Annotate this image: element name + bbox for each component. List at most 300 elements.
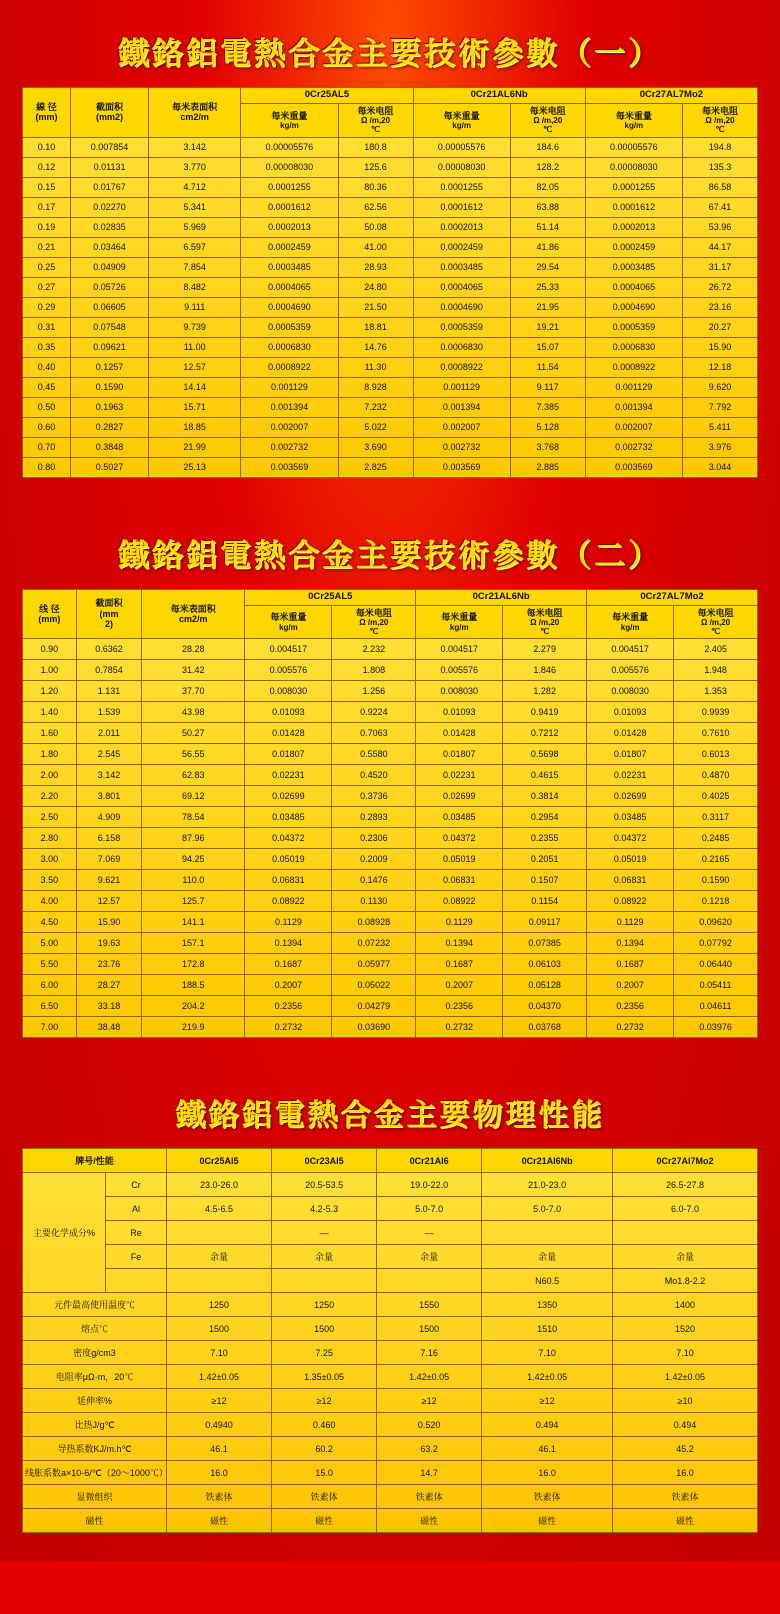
table-cell: 0.01093 [416,702,503,723]
table-cell: 0.01807 [416,744,503,765]
table-cell: 86.58 [682,177,757,197]
grade-column-1: 0Cr25Al5 [167,1149,272,1173]
table-cell: 7.069 [76,849,142,870]
table-3-body [23,1173,758,1533]
surface-area-label: 每米表面积 [172,101,218,112]
table-cell: 3.142 [149,137,241,157]
table-cell: 0.03768 [503,1017,587,1038]
table-cell: 0.0005359 [585,317,682,337]
table-cell: 0.06831 [416,870,503,891]
table-cell: 0.2954 [503,807,587,828]
table-row [23,744,758,765]
table-cell: 188.5 [142,975,245,996]
table-row [23,217,758,237]
table-cell: 5.0-7.0 [377,1197,482,1221]
table-cell: 0.5580 [332,744,416,765]
table-cell: 0.004517 [245,639,332,660]
table-cell: 204.2 [142,996,245,1017]
table-cell: 21.95 [510,297,585,317]
table-cell: 56.55 [142,744,245,765]
table-cell: 0.2007 [245,975,332,996]
table-row [23,1173,758,1197]
resistance-temp-1: ℃ [369,627,379,637]
table-cell: 0.00008030 [241,157,338,177]
group-header-alloy-1: 0Cr25AL5 [241,88,413,104]
table-cell: 0.07548 [71,317,149,337]
table-cell: 0.25 [23,257,71,277]
table-cell: 0.00008030 [585,157,682,177]
table-cell: 62.83 [142,765,245,786]
resistance-unit-2: Ω /m,20 [530,617,560,627]
weight-label-2: 每米重量 [443,110,480,121]
table-cell: 7.00 [23,1017,77,1038]
table-cell: 0.0006830 [241,337,338,357]
table-row [23,457,758,477]
table-cell: 21.0-23.0 [482,1173,613,1197]
grade-column-2: 0Cr23Al5 [272,1149,377,1173]
table-cell: 0.0005359 [413,317,510,337]
table-cell: 0.2165 [674,849,758,870]
table-row [23,702,758,723]
table-cell: 余量 [272,1245,377,1269]
cross-section-unit: (mm2) [96,112,124,123]
property-label: 显微组织 [23,1485,167,1509]
resistance-label-2: 每米电阻 [526,607,563,618]
table-cell: 1.131 [76,681,142,702]
table-cell: 0.2356 [245,996,332,1017]
table-cell: 0.0001612 [413,197,510,217]
col-cross-section [76,589,142,639]
page-title-2: 鐵鉻鋁電熱合金主要技術參數（二） [118,537,662,574]
col-resistance-per-meter-2 [503,605,587,639]
element-symbol: Re [106,1221,167,1245]
table-cell: 铁素体 [167,1485,272,1509]
table-cell: 0.001129 [585,377,682,397]
table-cell: 53.96 [682,217,757,237]
table-cell: 0.04370 [503,996,587,1017]
table-cell: 6.00 [23,975,77,996]
table-row [23,1221,758,1245]
table-cell: 16.0 [167,1461,272,1485]
table-row [23,297,758,317]
composition-group-label: 主要化学成分% [23,1173,106,1293]
table-cell: 0.02270 [71,197,149,217]
table-1-head [23,88,758,138]
element-symbol: Cr [106,1173,167,1197]
col-resistance-per-meter-3 [674,605,758,639]
table-cell: 26.72 [682,277,757,297]
table-2-body [23,639,758,1038]
weight-unit-1: kg/m [279,622,298,632]
table-cell: 3.50 [23,870,77,891]
table-row [23,277,758,297]
table-cell: 4.712 [149,177,241,197]
tech-parameters-table-1 [22,87,758,478]
table-cell: 0.10 [23,137,71,157]
table-cell: 0.4025 [674,786,758,807]
table-cell: 0.2051 [503,849,587,870]
table-cell: 0.01767 [71,177,149,197]
table-cell: 0.0003485 [585,257,682,277]
weight-label-1: 每米重量 [270,612,307,623]
col-weight-per-meter-3 [587,605,674,639]
weight-label-2: 每米重量 [441,612,478,623]
wire-diameter-label: 线 径 [39,603,60,614]
table-cell: 0.001394 [241,397,338,417]
col-wire-diameter [23,88,71,138]
table-cell: 0.002007 [241,417,338,437]
cross-section-label: 截面积 [95,598,123,609]
table-cell: 2.279 [503,639,587,660]
table-row [23,1509,758,1533]
table-cell: 1.20 [23,681,77,702]
table-cell: 8.482 [149,277,241,297]
table-cell: 0.7212 [503,723,587,744]
property-label: 比热J/g℃ [23,1413,167,1437]
table-cell: 7.25 [272,1341,377,1365]
table-cell: 铁素体 [272,1485,377,1509]
wire-diameter-unit: (mm) [38,613,61,624]
resistance-temp-3: ℃ [715,125,725,135]
table-cell: 15.71 [149,397,241,417]
table-cell: 0.70 [23,437,71,457]
table-cell: 0.0004690 [241,297,338,317]
table-cell: 44.17 [682,237,757,257]
table-cell: 141.1 [142,912,245,933]
table-cell: 7.232 [338,397,413,417]
table-cell: 0.001129 [241,377,338,397]
table-cell: ≥12 [167,1389,272,1413]
table-cell: 3.770 [149,157,241,177]
corner-header: 牌号/性能 [23,1149,167,1173]
table-row [23,177,758,197]
resistance-label-1: 每米电阻 [355,607,392,618]
table-cell: 7.854 [149,257,241,277]
property-label: 电阻率μΩ·m，20℃ [23,1365,167,1389]
table-cell: 29.54 [510,257,585,277]
table-cell: 0.06605 [71,297,149,317]
table-cell: 0.2732 [587,1017,674,1038]
table-cell: 0.2732 [416,1017,503,1038]
table-cell: 21.99 [149,437,241,457]
table-cell: 1.282 [503,681,587,702]
table-cell: 0.6013 [674,744,758,765]
property-label: 延伸率% [23,1389,167,1413]
table-cell: 46.1 [167,1437,272,1461]
table-cell: 0.2732 [245,1017,332,1038]
property-label: 密度g/cm3 [23,1341,167,1365]
table-cell: 3.976 [682,437,757,457]
table-row [23,765,758,786]
table-cell: 219.9 [142,1017,245,1038]
table-cell: 11.00 [149,337,241,357]
table-cell: 28.28 [142,639,245,660]
table-cell: 0.01807 [245,744,332,765]
table-row [23,1389,758,1413]
table-cell: 24.80 [338,277,413,297]
table-cell: 0.003569 [413,457,510,477]
table-cell: 25.13 [149,457,241,477]
table-row [23,237,758,257]
table-cell: 0.0004065 [241,277,338,297]
table-cell: 0.2356 [416,996,503,1017]
table-cell: 0.01093 [587,702,674,723]
table-cell: 0.05019 [587,849,674,870]
table-cell: 0.004517 [416,639,503,660]
table-cell: 18.85 [149,417,241,437]
table-cell: 19.0-22.0 [377,1173,482,1197]
table-cell: 3.801 [76,786,142,807]
group-header-alloy-3: 0Cr27AL7Mo2 [587,589,758,605]
table-cell: 0.1130 [332,891,416,912]
table-cell: 23.76 [76,954,142,975]
group-header-alloy-2: 0Cr21AL6Nb [413,88,585,104]
table-cell: 0.04372 [416,828,503,849]
table-cell: 0.09117 [503,912,587,933]
table-cell: 0.1129 [416,912,503,933]
page-title-3: 鐵鉻鋁電熱合金主要物理性能 [175,1098,605,1134]
table-cell: 0.0008922 [585,357,682,377]
table-cell: 0.00005576 [585,137,682,157]
table-cell: 0.008030 [587,681,674,702]
table-cell: 7.10 [613,1341,758,1365]
table-cell: 2.545 [76,744,142,765]
resistance-temp-2: ℃ [540,627,550,637]
table-cell: 51.14 [510,217,585,237]
table-cell: 0.0001612 [585,197,682,217]
table-cell: 0.09620 [674,912,758,933]
table-cell: 7.10 [167,1341,272,1365]
table-cell: 5.969 [149,217,241,237]
property-label: 熔点℃ [23,1317,167,1341]
table-cell: 0.0004065 [585,277,682,297]
table-cell: 135.3 [682,157,757,177]
table-row [23,377,758,397]
table-cell: 3.044 [682,457,757,477]
table-cell: 28.93 [338,257,413,277]
table-cell: 0.01807 [587,744,674,765]
table-cell: 0.9419 [503,702,587,723]
group-header-alloy-1: 0Cr25AL5 [245,589,416,605]
table-cell: 0.1394 [416,933,503,954]
table-cell: 0.06440 [674,954,758,975]
table-cell: 0.4870 [674,765,758,786]
table-cell: 0.07385 [503,933,587,954]
property-label: 元件最高使用温度℃ [23,1293,167,1317]
table-cell: 0.001394 [413,397,510,417]
table-cell: 0.05128 [503,975,587,996]
table-cell: 0.03976 [674,1017,758,1038]
table-cell: 铁素体 [482,1485,613,1509]
table-3-wrapper [0,1148,780,1551]
table-cell: 5.00 [23,933,77,954]
table-cell: 0.004517 [587,639,674,660]
table-cell: 15.07 [510,337,585,357]
table-cell: 0.008030 [245,681,332,702]
col-surface-area [142,589,245,639]
table-cell: 0.1963 [71,397,149,417]
table-cell: 1550 [377,1293,482,1317]
table-cell: 0.1394 [245,933,332,954]
table-cell: 1.846 [503,660,587,681]
table-cell: 0.1257 [71,357,149,377]
table-cell: 0.01428 [416,723,503,744]
grade-column-5: 0Cr27Al7Mo2 [613,1149,758,1173]
table-cell: 2.20 [23,786,77,807]
table-cell [377,1269,482,1293]
table-cell: 11.54 [510,357,585,377]
table-cell: 0.15 [23,177,71,197]
table-cell: 0.04279 [332,996,416,1017]
table-cell: 0.7610 [674,723,758,744]
table-cell: 0.2827 [71,417,149,437]
table-row [23,1293,758,1317]
table-row [23,849,758,870]
table-cell: 0.4940 [167,1413,272,1437]
weight-unit-3: kg/m [624,120,644,130]
table-cell: 7.792 [682,397,757,417]
wire-diameter-label: 線 径 [36,101,57,112]
table-row [23,589,758,605]
table-cell: 1250 [272,1293,377,1317]
table-cell: 18.81 [338,317,413,337]
table-cell [272,1269,377,1293]
table-cell: 0.7854 [76,660,142,681]
table-cell: 1500 [272,1317,377,1341]
table-cell: 0.2356 [587,996,674,1017]
table-row [23,317,758,337]
table-cell: 8.928 [338,377,413,397]
element-symbol: Fe [106,1245,167,1269]
resistance-temp-1: ℃ [371,125,381,135]
table-row [23,786,758,807]
table-cell: 0.7063 [332,723,416,744]
table-cell: 0.0001612 [241,197,338,217]
table-row [23,933,758,954]
table-cell: 0.02231 [587,765,674,786]
table-cell: 0.08928 [332,912,416,933]
table-2-wrapper [0,589,780,1057]
table-cell: 4.2-5.3 [272,1197,377,1221]
table-cell: 23.0-26.0 [167,1173,272,1197]
table-cell: 0.07232 [332,933,416,954]
table-cell: 0.6362 [76,639,142,660]
surface-area-unit: cm2/m [179,613,208,624]
table-cell: 94.25 [142,849,245,870]
col-resistance-per-meter-3 [682,103,757,137]
table-cell: 0.0002459 [241,237,338,257]
table-cell: 磁性 [613,1509,758,1533]
table-cell: 0.19 [23,217,71,237]
table-cell: 2.00 [23,765,77,786]
resistance-unit-1: Ω /m,20 [360,116,391,126]
table-cell: 0.2485 [674,828,758,849]
table-cell: 0.03464 [71,237,149,257]
table-cell: 余量 [482,1245,613,1269]
table-row [23,996,758,1017]
table-cell: 62.56 [338,197,413,217]
weight-unit-1: kg/m [280,120,299,130]
table-cell: 0.3848 [71,437,149,457]
resistance-label-3: 每米电阻 [697,607,734,618]
table-cell: 46.1 [482,1437,613,1461]
col-weight-per-meter-1 [241,103,338,137]
table-cell: 0.002007 [585,417,682,437]
table-cell: 19.63 [76,933,142,954]
table-cell: 1.42±0.05 [167,1365,272,1389]
table-cell [167,1269,272,1293]
table-row [23,137,758,157]
table-row [23,397,758,417]
table-cell: 0.02835 [71,217,149,237]
table-cell: 0.29 [23,297,71,317]
table-cell: 23.16 [682,297,757,317]
col-resistance-per-meter-1 [332,605,416,639]
physical-properties-table [22,1148,758,1533]
tech-parameters-table-2 [22,589,758,1039]
table-cell: 2.50 [23,807,77,828]
table-cell: 0.9939 [674,702,758,723]
table-cell: 3.690 [338,437,413,457]
resistance-unit-3: Ω /m,20 [701,617,731,627]
table-cell: 21.50 [338,297,413,317]
table-cell: 0.1687 [245,954,332,975]
table-cell: 82.05 [510,177,585,197]
table-cell: 0.1129 [245,912,332,933]
table-cell: 0.05019 [416,849,503,870]
table-cell: 0.27 [23,277,71,297]
table-row [23,417,758,437]
table-cell: 0.0008922 [413,357,510,377]
table-cell: 1.42±0.05 [377,1365,482,1389]
table-cell: 0.008030 [416,681,503,702]
table-cell: 0.90 [23,639,77,660]
table-cell: 0.460 [272,1413,377,1437]
table-cell: 0.3736 [332,786,416,807]
table-cell: 0.12 [23,157,71,177]
table-cell: 20.5-53.5 [272,1173,377,1197]
table-cell: 0.09621 [71,337,149,357]
table-cell: 1.40 [23,702,77,723]
table-cell: 0.02231 [245,765,332,786]
table-cell: 0.03485 [587,807,674,828]
table-cell: 磁性 [377,1509,482,1533]
table-row [23,1197,758,1221]
table-cell: 1500 [377,1317,482,1341]
table-cell: 0.60 [23,417,71,437]
table-cell: 0.002732 [585,437,682,457]
table-cell: 5.341 [149,197,241,217]
table-cell: 0.08922 [587,891,674,912]
table-cell: 0.04909 [71,257,149,277]
table-cell: 0.35 [23,337,71,357]
col-resistance-per-meter-2 [510,103,585,137]
table-cell: 6.158 [76,828,142,849]
table-1-body [23,137,758,477]
table-cell: 1.35±0.05 [272,1365,377,1389]
table-cell: 7.16 [377,1341,482,1365]
table-cell: 0.1129 [587,912,674,933]
table-cell [613,1221,758,1245]
table-cell: 12.57 [149,357,241,377]
table-cell: 0.05726 [71,277,149,297]
table-cell: 5.0-7.0 [482,1197,613,1221]
table-cell: 5.128 [510,417,585,437]
table-cell: 38.48 [76,1017,142,1038]
table-row [23,1437,758,1461]
table-cell: 63.88 [510,197,585,217]
table-cell: 0.1394 [587,933,674,954]
